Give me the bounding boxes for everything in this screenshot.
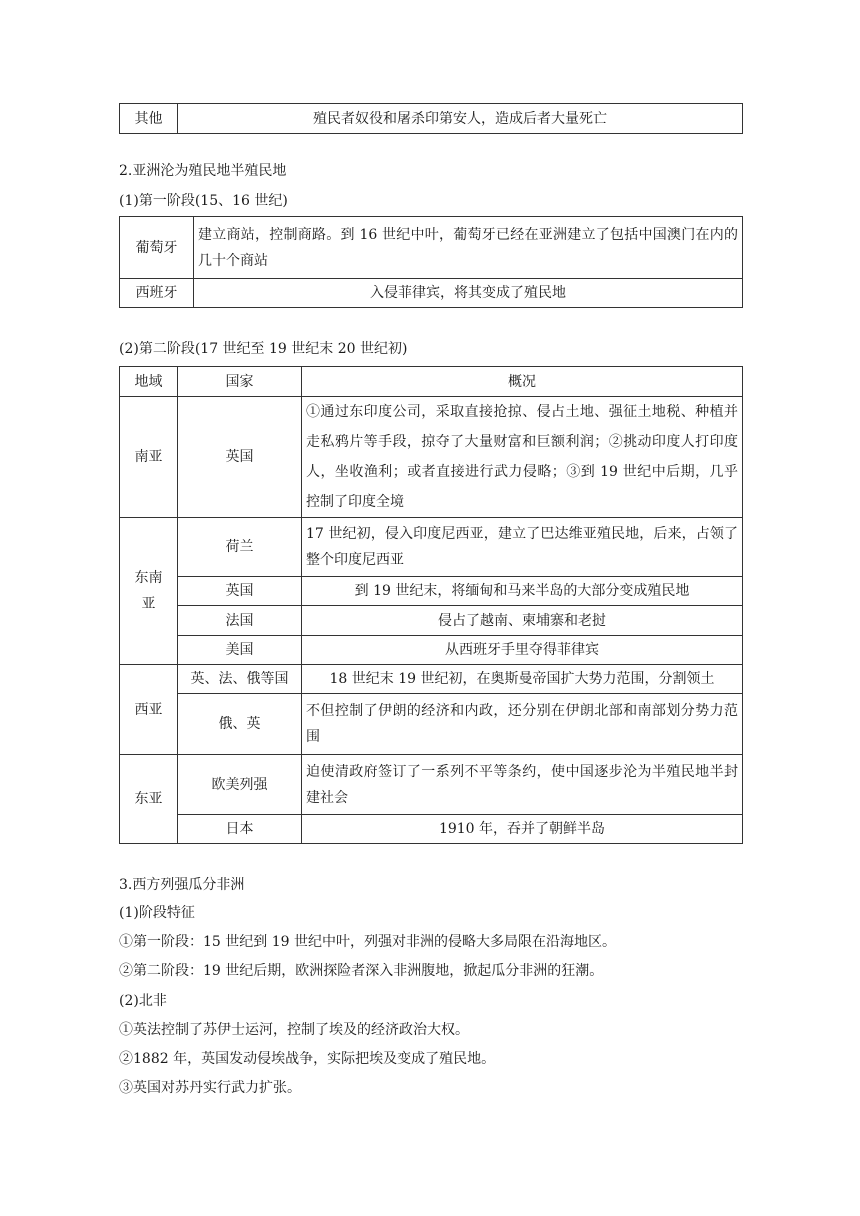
region-cell: 东南亚 bbox=[120, 518, 178, 665]
row-label: 葡萄牙 bbox=[120, 217, 194, 279]
header-region: 地域 bbox=[120, 367, 178, 397]
region-cell: 南亚 bbox=[120, 397, 178, 518]
table-other bbox=[119, 103, 743, 134]
phase2-heading: (2)第二阶段(17 世纪至 19 世纪末 20 世纪初) bbox=[119, 341, 408, 357]
desc-cell: 侵占了越南、柬埔寨和老挝 bbox=[302, 606, 743, 636]
row-content: 建立商站，控制商路。到 16 世纪中叶，葡萄牙已经在亚洲建立了包括中国澳门在内的几十个商站 bbox=[194, 217, 743, 279]
desc-cell: 不但控制了伊朗的经济和内政，还分别在伊朗北部和南部划分势力范围 bbox=[302, 694, 743, 755]
desc-cell: 迫使清政府签订了一系列不平等条约，使中国逐步沦为半殖民地半封建社会 bbox=[302, 755, 743, 815]
desc-cell: 18 世纪末 19 世纪初，在奥斯曼帝国扩大势力范围，分割领土 bbox=[302, 665, 743, 694]
country-cell: 英、法、俄等国 bbox=[178, 665, 302, 694]
desc-cell: 17 世纪初，侵入印度尼西亚，建立了巴达维亚殖民地，后来，占领了整个印度尼西亚 bbox=[302, 518, 743, 577]
table-row bbox=[120, 397, 743, 518]
sub2-heading: (2)北非 bbox=[119, 993, 167, 1009]
row-label: 其他 bbox=[120, 104, 178, 134]
sub2-item: ②1882 年，英国发动侵埃战争，实际把埃及变成了殖民地。 bbox=[119, 1051, 496, 1067]
table-row bbox=[120, 279, 743, 308]
desc-cell: 1910 年，吞并了朝鲜半岛 bbox=[302, 815, 743, 844]
section3-heading: 3.西方列强瓜分非洲 bbox=[119, 877, 245, 893]
table-row bbox=[120, 217, 743, 279]
header-overview: 概况 bbox=[302, 367, 743, 397]
country-cell: 法国 bbox=[178, 606, 302, 636]
country-cell: 俄、英 bbox=[178, 694, 302, 755]
country-cell: 美国 bbox=[178, 636, 302, 665]
country-cell: 荷兰 bbox=[178, 518, 302, 577]
sub2-item: ①英法控制了苏伊士运河，控制了埃及的经济政治大权。 bbox=[119, 1022, 469, 1038]
table-row bbox=[120, 694, 743, 755]
table-phase2 bbox=[119, 366, 743, 844]
table-header-row bbox=[120, 367, 743, 397]
country-cell: 日本 bbox=[178, 815, 302, 844]
country-cell: 英国 bbox=[178, 397, 302, 518]
region-cell: 西亚 bbox=[120, 665, 178, 755]
table-row bbox=[120, 636, 743, 665]
header-country: 国家 bbox=[178, 367, 302, 397]
desc-cell: 到 19 世纪末，将缅甸和马来半岛的大部分变成殖民地 bbox=[302, 577, 743, 606]
sub1-item: ①第一阶段：15 世纪到 19 世纪中叶，列强对非洲的侵略大多局限在沿海地区。 bbox=[119, 934, 616, 950]
desc-cell: 从西班牙手里夺得菲律宾 bbox=[302, 636, 743, 665]
country-cell: 欧美列强 bbox=[178, 755, 302, 815]
country-cell: 英国 bbox=[178, 577, 302, 606]
table-row bbox=[120, 755, 743, 815]
row-label: 西班牙 bbox=[120, 279, 194, 308]
table-row bbox=[120, 104, 743, 134]
table-row bbox=[120, 577, 743, 606]
sub1-heading: (1)阶段特征 bbox=[119, 905, 195, 921]
table-row bbox=[120, 518, 743, 577]
row-content: 殖民者奴役和屠杀印第安人，造成后者大量死亡 bbox=[178, 104, 743, 134]
sub2-item: ③英国对苏丹实行武力扩张。 bbox=[119, 1080, 301, 1096]
phase1-heading: (1)第一阶段(15、16 世纪) bbox=[119, 193, 288, 209]
sub1-item: ②第二阶段：19 世纪后期，欧洲探险者深入非洲腹地，掀起瓜分非洲的狂潮。 bbox=[119, 963, 604, 979]
table-row bbox=[120, 606, 743, 636]
table-row bbox=[120, 665, 743, 694]
row-content: 入侵菲律宾，将其变成了殖民地 bbox=[194, 279, 743, 308]
region-cell: 东亚 bbox=[120, 755, 178, 844]
section2-heading: 2.亚洲沦为殖民地半殖民地 bbox=[119, 163, 287, 179]
table-row bbox=[120, 815, 743, 844]
desc-cell: ①通过东印度公司，采取直接抢掠、侵占土地、强征土地税、种植并走私鸦片等手段，掠夺了大量财富和巨额利润；②挑动印度人打印度人，坐收渔利；或者直接进行武力侵略；③到 19 世纪中后期，几乎控制了印度全境 bbox=[302, 397, 743, 518]
table-phase1 bbox=[119, 216, 743, 308]
